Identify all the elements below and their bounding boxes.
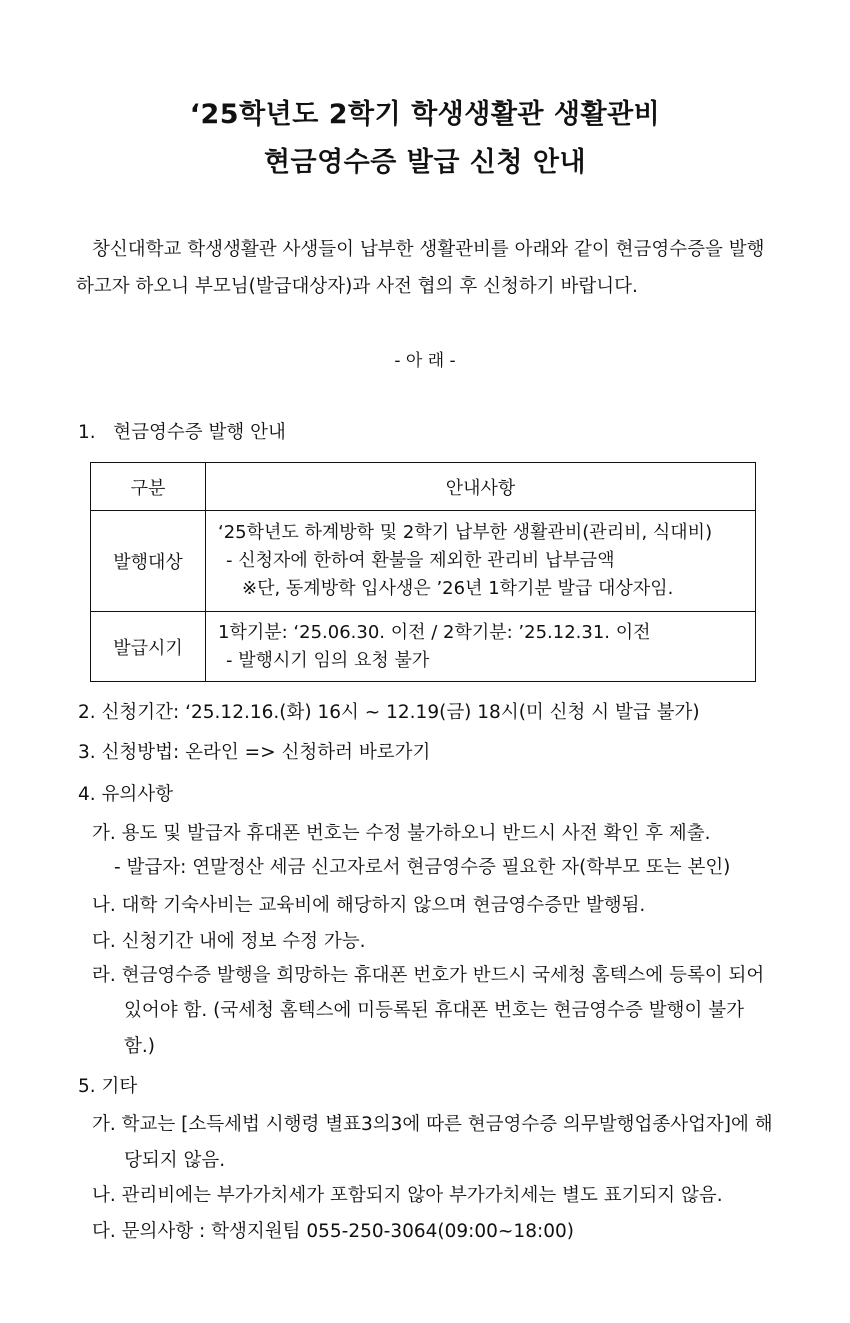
row-body-timing — [206, 612, 756, 682]
below-marker: - 아 래 - — [394, 351, 456, 371]
row-label-target: 발행대상 — [91, 511, 206, 612]
table-header-row — [91, 463, 756, 511]
section4-item-a: 가. 용도 및 발급자 휴대폰 번호는 수정 불가하오니 반드시 사전 확인 후 제출. — [92, 823, 711, 844]
section4-heading: 4. 유의사항 — [78, 784, 174, 805]
section5-heading: 5. 기타 — [78, 1076, 138, 1097]
section1-heading: 1. 현금영수증 발행 안내 — [78, 422, 286, 443]
section5-item-b: 나. 관리비에는 부가가치세가 포함되지 않아 부가가치세는 별도 표기되지 않음. — [92, 1185, 723, 1206]
table-row — [91, 612, 756, 682]
intro-line-1: 창신대학교 학생생활관 사생들이 납부한 생활관비를 아래와 같이 현금영수증을 발행 — [92, 239, 765, 260]
issuance-info-table — [90, 462, 756, 682]
section4-item-c: 다. 신청기간 내에 정보 수정 가능. — [92, 931, 366, 952]
section4-item-d-line3: 함.) — [124, 1036, 155, 1057]
section4-item-d-line1: 라. 현금영수증 발행을 희망하는 휴대폰 번호가 반드시 국세청 홈텍스에 등록이 되어 — [92, 965, 765, 986]
row-label-timing: 발급시기 — [91, 612, 206, 682]
target-line-1: ‘25학년도 하계방학 및 2학기 납부한 생활관비(관리비, 식대비) — [218, 522, 713, 543]
row-body-target — [206, 511, 756, 612]
section5-item-a-line2: 당되지 않음. — [124, 1150, 226, 1171]
title-line-2: 현금영수증 발급 신청 안내 — [263, 147, 587, 178]
intro-line-2: 하고자 하오니 부모님(발급대상자)과 사전 협의 후 신청하기 바랍니다. — [76, 276, 638, 297]
timing-line-2: - 발행시기 임의 요청 불가 — [226, 649, 430, 671]
timing-line-1: 1학기분: ‘25.06.30. 이전 / 2학기분: ’25.12.31. 이전 — [218, 621, 651, 643]
section4-item-b: 나. 대학 기숙사비는 교육비에 해당하지 않으며 현금영수증만 발행됨. — [92, 895, 646, 916]
section5-item-a-line1: 가. 학교는 [소득세법 시행령 별표3의3에 따른 현금영수증 의무발행업종사업자]에 해 — [92, 1114, 773, 1135]
table-row — [91, 511, 756, 612]
target-line-2: - 신청자에 한하여 환불을 제외한 관리비 납부금액 — [226, 550, 615, 571]
target-line-3: ※단, 동계방학 입사생은 ’26년 1학기분 발급 대상자임. — [242, 578, 674, 599]
section4-item-d-line2: 있어야 함. (국세청 홈텍스에 미등록된 휴대폰 번호는 현금영수증 발행이 불가 — [124, 1000, 745, 1021]
title-line-1: ‘25학년도 2학기 학생생활관 생활관비 — [189, 99, 661, 130]
section5-item-c-contact: 다. 문의사항 : 학생지원팀 055-250-3064(09:00~18:00) — [92, 1221, 574, 1242]
table-header-category: 구분 — [91, 463, 206, 511]
section2-period: 2. 신청기간: ‘25.12.16.(화) 16시 ~ 12.19(금) 18시(미 신청 시 발급 불가) — [78, 702, 700, 723]
section4-item-a-sub: - 발급자: 연말정산 세금 신고자로서 현금영수증 필요한 자(학부모 또는 본인) — [114, 857, 731, 878]
section3-method: 3. 신청방법: 온라인 => 신청하러 바로가기 — [78, 742, 431, 763]
table-header-details: 안내사항 — [206, 463, 756, 511]
